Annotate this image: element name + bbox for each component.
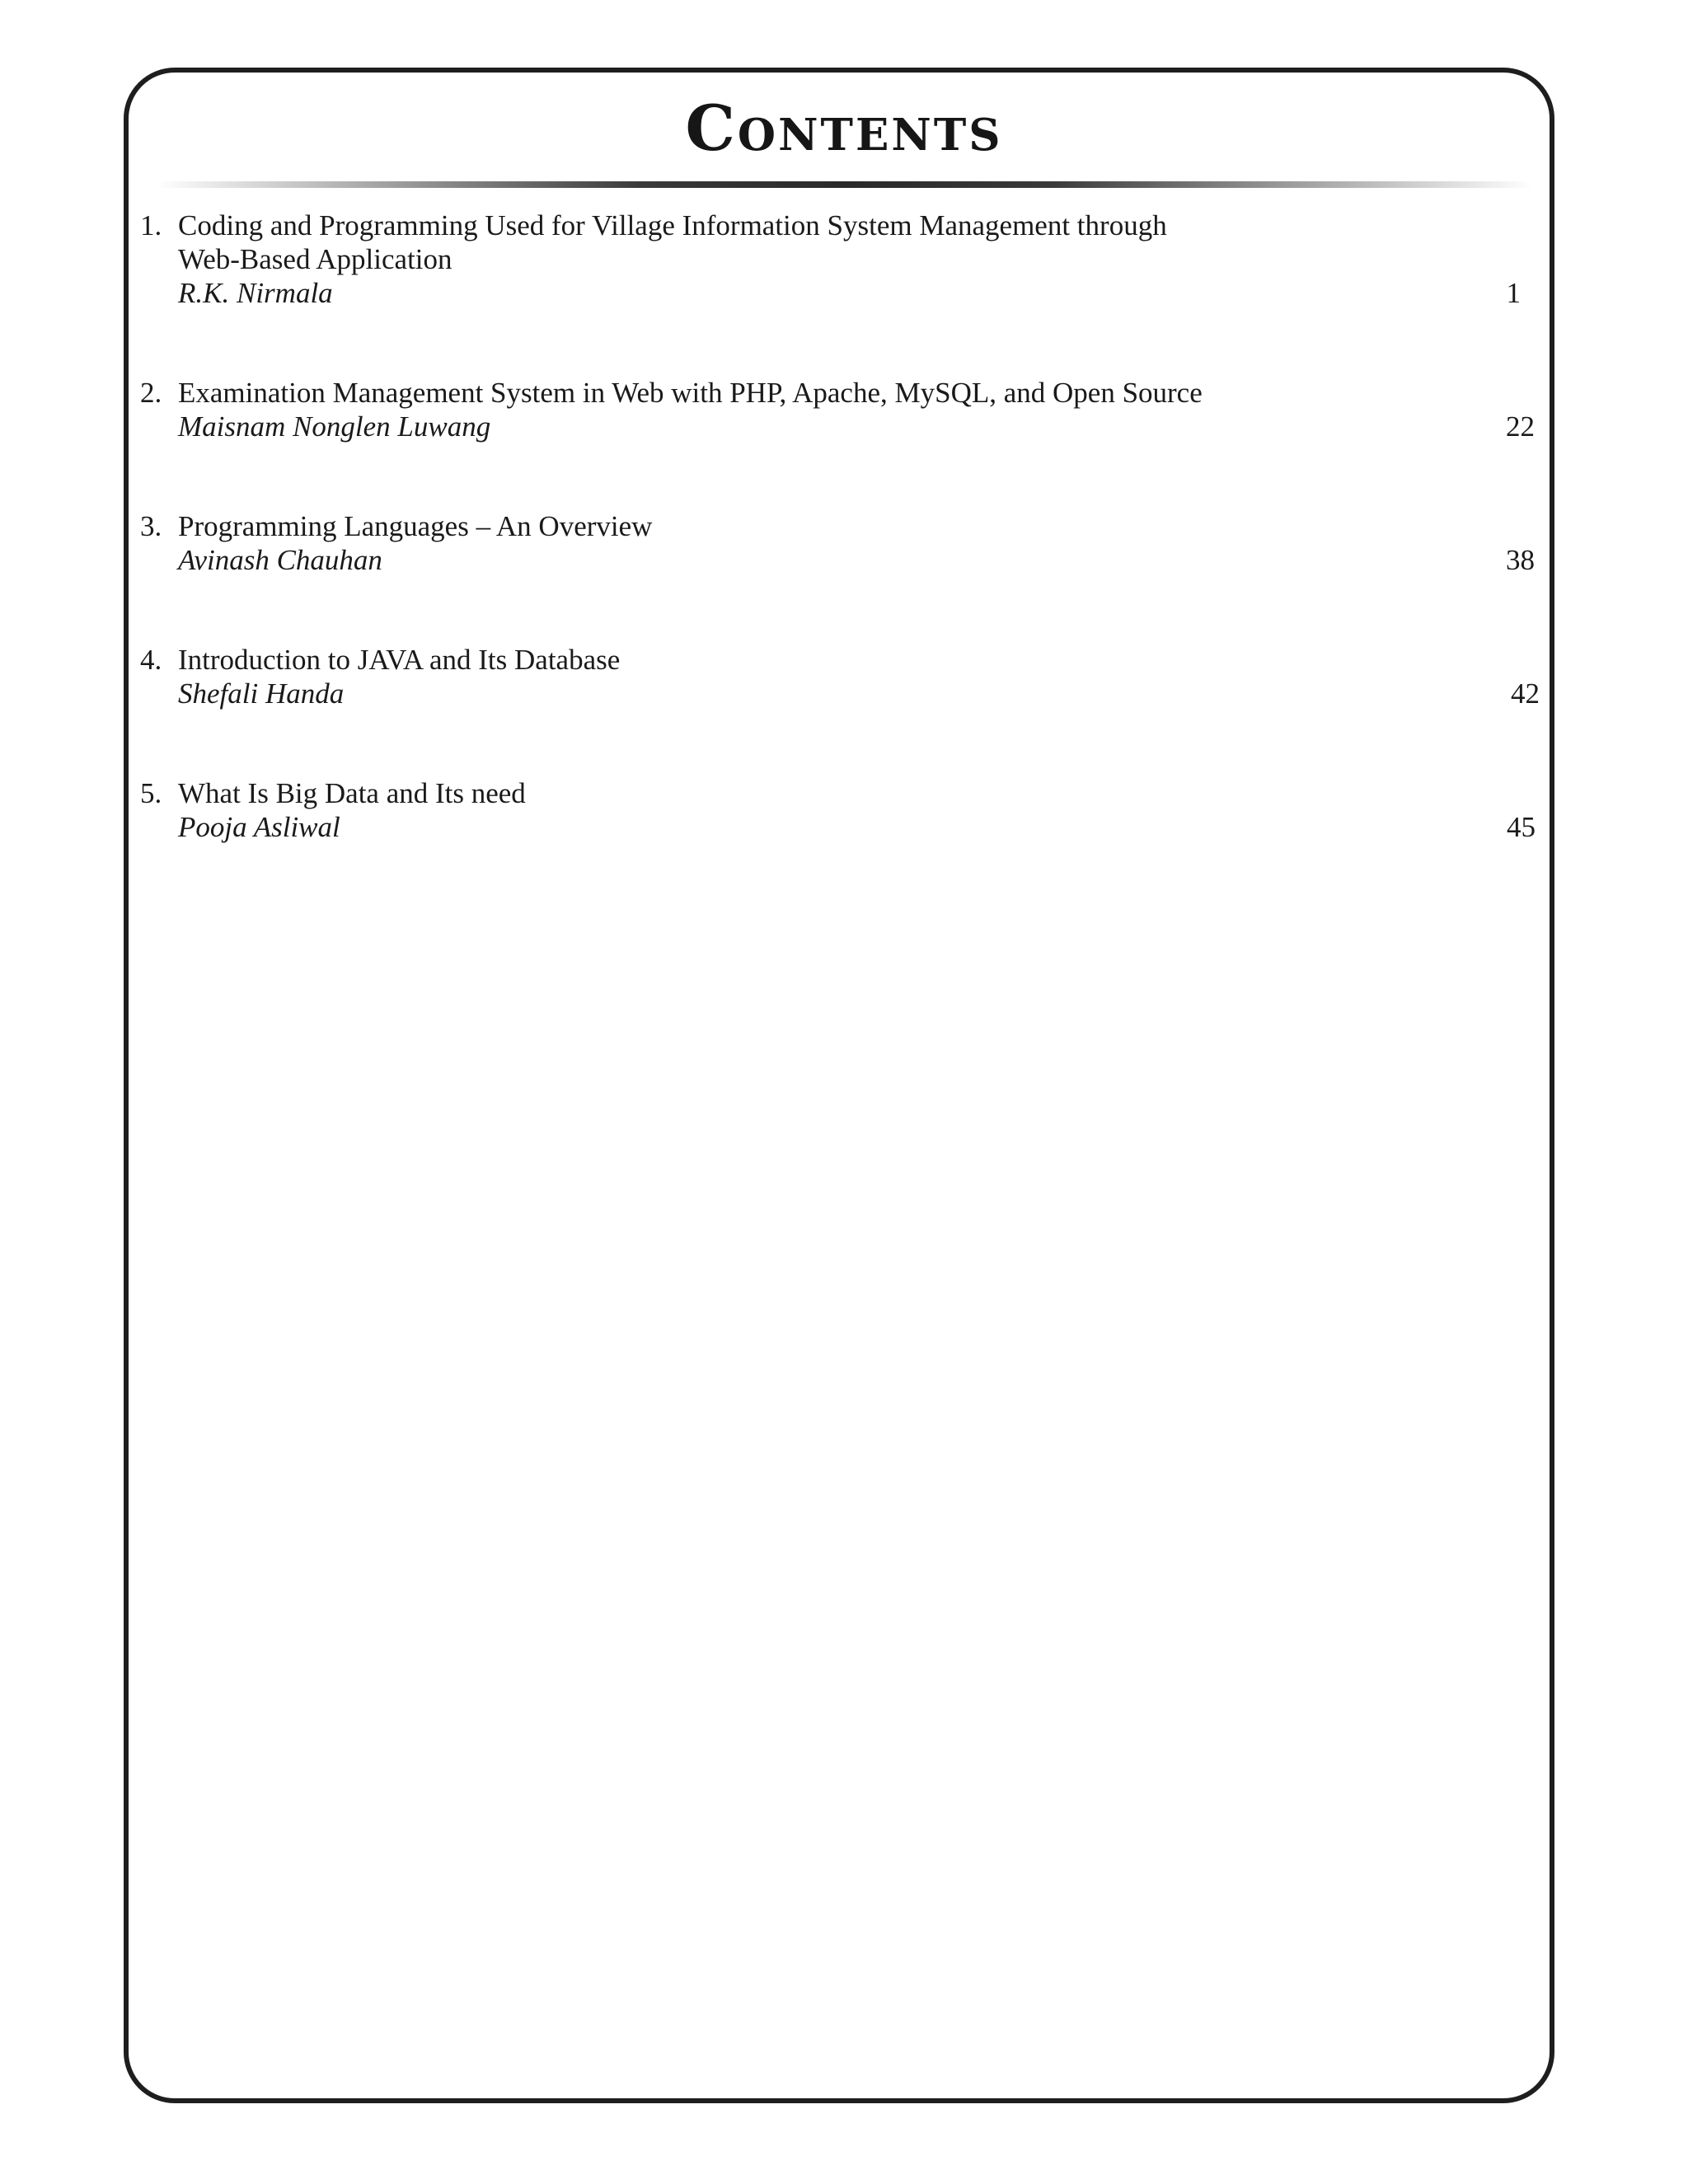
entry-number: 5. [140, 777, 162, 809]
entry-page-number: 45 [1507, 811, 1536, 843]
entry-number: 4. [140, 644, 162, 676]
entry-author: R.K. Nirmala [178, 277, 333, 309]
toc-entry-2[interactable] [140, 376, 1541, 450]
toc-entry-1[interactable] [140, 209, 1541, 316]
entry-title-line: Examination Management System in Web with PHP, Apache, MySQL, and Open Source [178, 377, 1203, 409]
page-title: Contents [685, 91, 1003, 165]
entry-number: 2. [140, 377, 162, 409]
entry-number: 3. [140, 510, 162, 542]
entry-title-line: Web-Based Application [178, 243, 452, 275]
entry-author: Maisnam Nonglen Luwang [178, 410, 491, 443]
entry-body [178, 509, 1373, 577]
entry-title-line: What Is Big Data and Its need [178, 777, 526, 809]
entry-title-line: Coding and Programming Used for Village Information System Management through [178, 209, 1167, 241]
page-border [124, 68, 1554, 2103]
entry-page-number: 22 [1506, 410, 1535, 443]
entry-page-number: 38 [1506, 544, 1535, 576]
entry-title-line: Introduction to JAVA and Its Database [178, 644, 621, 676]
entry-author: Shefali Handa [178, 677, 345, 710]
toc-entry-5[interactable] [140, 776, 1541, 851]
entry-page-number: 42 [1511, 677, 1540, 710]
entry-body [178, 643, 1373, 710]
toc-entry-4[interactable] [140, 643, 1541, 717]
entry-body [178, 376, 1373, 443]
entry-title-line: Programming Languages – An Overview [178, 510, 653, 542]
title-divider [157, 181, 1533, 188]
entry-body [178, 776, 1373, 844]
entry-number: 1. [140, 209, 162, 241]
entry-page-number: 1 [1506, 277, 1521, 309]
entry-author: Pooja Asliwal [178, 811, 340, 843]
entry-body [178, 209, 1373, 310]
entry-author: Avinash Chauhan [178, 544, 382, 576]
toc-entry-3[interactable] [140, 509, 1541, 583]
